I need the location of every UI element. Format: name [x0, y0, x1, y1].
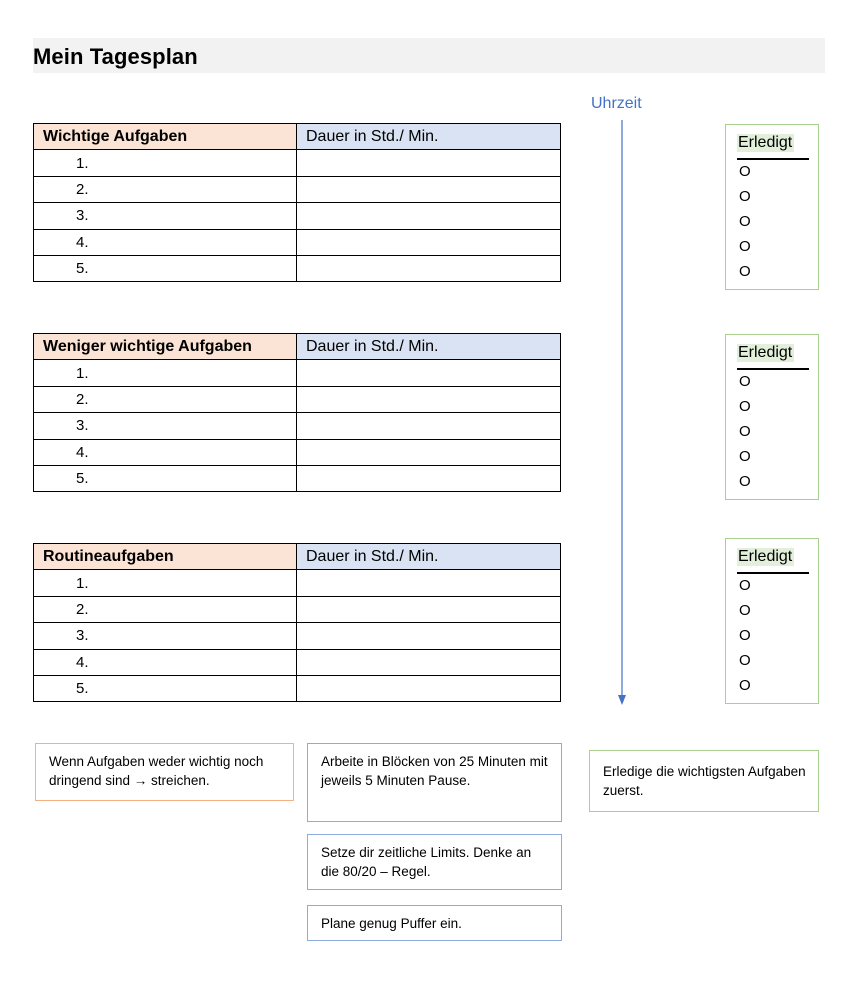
- duration-cell[interactable]: [297, 570, 561, 596]
- duration-cell[interactable]: [297, 203, 561, 229]
- duration-cell[interactable]: [297, 623, 561, 649]
- table-row: [34, 465, 561, 491]
- tip-limits: Setze dir zeitliche Limits. Denke an die 80/20 – Regel.: [307, 834, 562, 890]
- done-header: Erledigt: [738, 548, 793, 565]
- table-header-row: [34, 544, 561, 570]
- duration-cell[interactable]: [297, 439, 561, 465]
- done-box-less-important: [725, 334, 819, 500]
- done-checkbox[interactable]: O: [739, 473, 751, 490]
- important-tasks-table: [33, 123, 561, 282]
- task-cell[interactable]: 3.: [34, 623, 297, 649]
- table-row: [34, 229, 561, 255]
- duration-header: Dauer in Std./ Min.: [297, 544, 561, 570]
- done-checkbox[interactable]: O: [739, 627, 751, 644]
- done-checkbox[interactable]: O: [739, 423, 751, 440]
- table-row: [34, 649, 561, 675]
- table-row: [34, 386, 561, 412]
- done-checkbox[interactable]: O: [739, 652, 751, 669]
- tip-buffer: Plane genug Puffer ein.: [307, 905, 562, 941]
- task-cell[interactable]: 4.: [34, 439, 297, 465]
- duration-cell[interactable]: [297, 150, 561, 176]
- task-cell[interactable]: 4.: [34, 229, 297, 255]
- time-axis-label: Uhrzeit: [591, 95, 642, 112]
- done-checkbox[interactable]: O: [739, 188, 751, 205]
- task-cell[interactable]: 2.: [34, 386, 297, 412]
- duration-cell[interactable]: [297, 176, 561, 202]
- done-header: Erledigt: [738, 344, 793, 361]
- task-cell[interactable]: 1.: [34, 570, 297, 596]
- task-cell[interactable]: 4.: [34, 649, 297, 675]
- tip-strike: Wenn Aufgaben weder wichtig noch dringend sind → streichen.: [35, 743, 294, 801]
- table-row: [34, 570, 561, 596]
- table-row: [34, 255, 561, 281]
- done-underline: [737, 368, 809, 370]
- task-cell[interactable]: 2.: [34, 176, 297, 202]
- tip-blocks: Arbeite in Blöcken von 25 Minuten mit jeweils 5 Minuten Pause.: [307, 743, 562, 822]
- table-row: [34, 675, 561, 701]
- done-checkbox[interactable]: O: [739, 163, 751, 180]
- tip-first: Erledige die wichtigsten Aufgaben zuerst.: [589, 750, 819, 812]
- table-row: [34, 150, 561, 176]
- table-row: [34, 203, 561, 229]
- task-cell[interactable]: 5.: [34, 675, 297, 701]
- routine-tasks-table: [33, 543, 561, 702]
- done-box-routine: [725, 538, 819, 704]
- time-arrow-icon: [612, 120, 632, 710]
- task-cell[interactable]: 5.: [34, 255, 297, 281]
- done-checkbox[interactable]: O: [739, 398, 751, 415]
- task-cell[interactable]: 3.: [34, 203, 297, 229]
- duration-cell[interactable]: [297, 255, 561, 281]
- task-cell[interactable]: 2.: [34, 596, 297, 622]
- table-row: [34, 623, 561, 649]
- done-checkbox[interactable]: O: [739, 238, 751, 255]
- duration-cell[interactable]: [297, 360, 561, 386]
- duration-cell[interactable]: [297, 229, 561, 255]
- done-checkbox[interactable]: O: [739, 373, 751, 390]
- less-important-tasks-table: [33, 333, 561, 492]
- task-cell[interactable]: 5.: [34, 465, 297, 491]
- task-cell[interactable]: 1.: [34, 360, 297, 386]
- duration-cell[interactable]: [297, 465, 561, 491]
- done-checkbox[interactable]: O: [739, 213, 751, 230]
- done-underline: [737, 572, 809, 574]
- done-checkbox[interactable]: O: [739, 577, 751, 594]
- task-header: Wichtige Aufgaben: [34, 124, 297, 150]
- done-header: Erledigt: [738, 134, 793, 151]
- task-header: Weniger wichtige Aufgaben: [34, 334, 297, 360]
- done-checkbox[interactable]: O: [739, 677, 751, 694]
- task-cell[interactable]: 3.: [34, 413, 297, 439]
- duration-header: Dauer in Std./ Min.: [297, 334, 561, 360]
- table-row: [34, 596, 561, 622]
- done-checkbox[interactable]: O: [739, 602, 751, 619]
- task-header: Routineaufgaben: [34, 544, 297, 570]
- duration-header: Dauer in Std./ Min.: [297, 124, 561, 150]
- duration-cell[interactable]: [297, 413, 561, 439]
- table-row: [34, 176, 561, 202]
- table-row: [34, 360, 561, 386]
- task-cell[interactable]: 1.: [34, 150, 297, 176]
- table-header-row: [34, 334, 561, 360]
- duration-cell[interactable]: [297, 649, 561, 675]
- done-checkbox[interactable]: O: [739, 263, 751, 280]
- duration-cell[interactable]: [297, 675, 561, 701]
- duration-cell[interactable]: [297, 596, 561, 622]
- done-checkbox[interactable]: O: [739, 448, 751, 465]
- table-row: [34, 439, 561, 465]
- title-bar: [33, 38, 825, 73]
- page-title: Mein Tagesplan: [33, 44, 198, 69]
- done-box-important: [725, 124, 819, 290]
- done-underline: [737, 158, 809, 160]
- duration-cell[interactable]: [297, 386, 561, 412]
- table-row: [34, 413, 561, 439]
- table-header-row: [34, 124, 561, 150]
